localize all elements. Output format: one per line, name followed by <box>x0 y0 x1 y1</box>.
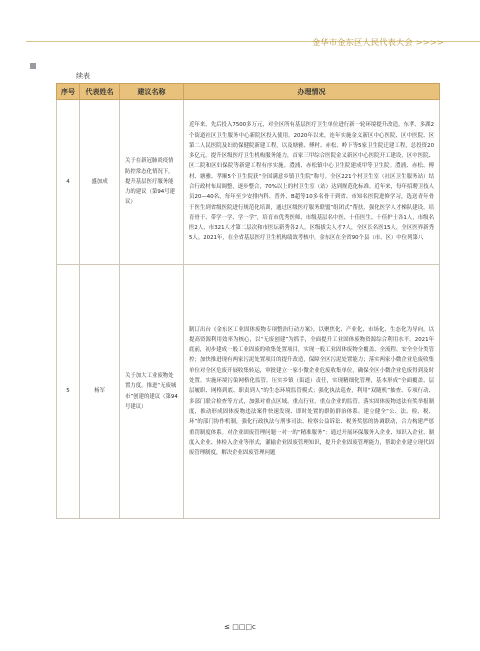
running-header <box>312 36 444 48</box>
table-row <box>57 265 440 519</box>
row-number: 4 <box>57 100 80 265</box>
table-header-row <box>57 84 440 100</box>
column-header-proposal: 建议名称 <box>120 84 184 100</box>
row-proposal: 关于加大工业废物处置力度，推进“无废城市”创建的建议（第94号建议） <box>120 265 184 519</box>
column-header-number: 序号 <box>57 84 80 100</box>
page-number: ≤ □□□c <box>224 623 256 631</box>
row-representative: 杨军 <box>80 265 120 519</box>
running-header-arrows: >>>> <box>415 37 444 47</box>
row-proposal: 关于在新冠肺炎疫情防控常态化情况下，提升基层医疗服务能力的建议（第94号建议） <box>120 100 184 265</box>
proposal-table <box>56 83 440 519</box>
top-margin <box>0 0 480 34</box>
table-row <box>57 100 440 265</box>
column-header-representative: 代表姓名 <box>80 84 120 100</box>
row-representative: 盛加成 <box>80 100 120 265</box>
running-header-title: 金华市金东区人民代表大会 <box>312 37 413 47</box>
column-header-status: 办理情况 <box>184 84 440 100</box>
continued-label: 续表 <box>76 72 90 80</box>
row-status: 近年来，先后投入7500多万元，对全区所有基层医疗卫生单位进行新一轮环境提升改造。东孝、多湖2个街道社区卫生服务中心新院区投入使用。2020年以来，连年实施金义新区中心医院、区中医院、区第二人民医院及妇幼保健院新建工程，以及塘雅、傅村、赤松、岭下等5家卫生院迁建工程，总投资20多亿元。提升区级医疗卫生机构服务能力，首家三甲综合医院金义新区中心医院开工建设，区中医院、区二院和区妇保院等新建工程有序实施。澧浦、赤松镇中心卫生院建成甲等卫生院。澧浦、赤松、傅村、塘雅、孝顺5个卫生院获“全国满意乡镇卫生院”称号。全区221个村卫生室（社区卫生服务站）结合行政村布局调整，逐步整合，70%以上的村卫生室（站）达到规范化标准。近年来，每年招聘卫技人员20—40名，每年至少安排内科、普外、B超等10多名骨干到省、市知名医院进修学习，选送青年骨干医生到省级医院进行规范化培训，通过区级医疗服务联盟“组团式”帮扶，强化医学人才梯队建设，培育骨干、带学一学、学一学”，培育市优秀医师、市级基层名中医、十佳医生、十佳护士各1人，市级名医2人、市321人才第二层次和市医坛新秀各2人，区级拔尖人才7人，全区长名医15人，全区医界新秀5人。2021年，在全省基层医疗卫生机构绩效考核中，金东区在全省90个县（市、区）中位列第八 <box>184 100 440 265</box>
row-number: 5 <box>57 265 80 519</box>
row-status: 制订出台《金东区工业固体废物专项整治行动方案》，以聚焦化、产业化、市场化、生态化为导向，以提高资源利用效率为核心，以“无废创建”为抓手，全面提升工业固体废物资源综合利用水平。2021年底前，初步建成一般工业固废的收集处置项目，实现一般工业固体废物全覆盖、全流程、安全全分类管控；加快推进现有两家污泥处置项目的提升改造，保障全区污泥处置能力；落实两家小微企业危废收集单位对全区危废开展收集转运，审批建立一家小微企业危废收集单位，确保全区小微企业危废得到及时处置。实施环境污染网格化监管，压实乡镇（街道）责任，实现精细化管理，基本形成“全面覆盖、层层履职、网格到底、职责到人”的生态环境监管模式；强化执法巡查，利用“双随机”抽查、专项行动、多部门联合检查等方式，加强对重点区域、重点行业、重点企业的监管。落实固体废物违法有奖举报制度，推动形成固体废物违法案件快速发现、即时处置的群防群治体系。建立健全“公、法、检、税、环”的部门协作机制，强化行政执法与刑事司法、检察公益诉讼、税务奖惩的协调联动，合力构建严惩重罚制度体系。对企业固废管理问题一对一的“精准服务”：通过开展环保服务入企业、知识入企业、制度入企业、体检入企业等形式，灌输企业固废管理知识，提升企业固废管理能力，帮助企业建立现代固废管理制度，解决企业固废管理问题 <box>184 265 440 519</box>
corner-mark <box>30 63 36 69</box>
